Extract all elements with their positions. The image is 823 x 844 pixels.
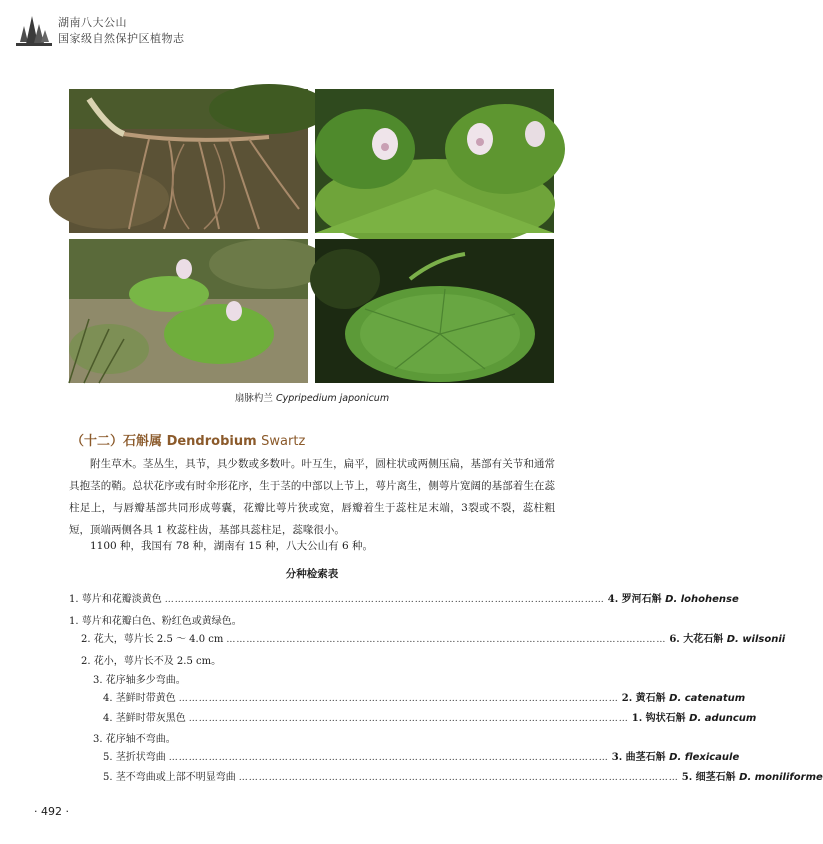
- header-title-line1: 湖南八大公山: [58, 16, 127, 29]
- leaves-dark-photo: [315, 239, 554, 383]
- key-leader-dots: ……………………………………………………………………………………………………………………: [226, 635, 667, 645]
- key-row-3a: 3. 花序轴多少弯曲。: [93, 675, 186, 686]
- key-result: 6. 大花石斛 D. wilsonii: [669, 634, 786, 645]
- key-couplet-text: 1. 萼片和花瓣淡黄色: [69, 594, 162, 605]
- species-key-title: 分种检索表: [285, 568, 339, 580]
- genus-latin-name: Dendrobium: [166, 434, 257, 449]
- forest-logo-icon: [14, 12, 54, 50]
- key-leader-dots: ……………………………………………………………………………………………………………………: [168, 753, 609, 763]
- key-row-5b: [103, 768, 823, 788]
- flowers-closeup-photo: [315, 89, 554, 233]
- photo-caption: [0, 390, 624, 404]
- key-row-4a: [103, 689, 746, 709]
- header-title-line2: 国家级自然保护区植物志: [58, 32, 185, 45]
- roots-photo: [69, 89, 308, 233]
- key-result: 3. 曲茎石斛 D. flexicaule: [611, 752, 740, 763]
- key-row-4b: [103, 709, 757, 729]
- key-row-2a: [81, 630, 786, 650]
- page-number: · 492 ·: [34, 805, 69, 818]
- key-row-3b: 3. 花序轴不弯曲。: [93, 734, 176, 745]
- key-result: 1. 钩状石斛 D. aduncum: [631, 713, 757, 724]
- plants-grass-photo: [69, 239, 308, 383]
- key-couplet-text: 2. 花大，萼片长 2.5 ～ 4.0 cm: [81, 634, 224, 645]
- key-row-1a: [69, 590, 739, 610]
- genus-heading: [71, 430, 305, 449]
- key-result: 4. 罗河石斛 D. lohohense: [607, 594, 739, 605]
- genus-number: （十二）: [71, 434, 124, 449]
- key-row-1b: 1. 萼片和花瓣白色、粉红色或黄绿色。: [69, 616, 242, 627]
- caption-chinese: 扇脉杓兰: [234, 393, 273, 404]
- genus-author: Swartz: [261, 434, 306, 449]
- key-leader-dots: ……………………………………………………………………………………………………………………: [238, 773, 679, 783]
- caption-latin: Cypripedium japonicum: [275, 393, 390, 404]
- key-couplet-text: 5. 茎不弯曲或上部不明显弯曲: [103, 772, 236, 783]
- genus-chinese-name: 石斛属: [123, 434, 163, 449]
- key-leader-dots: ……………………………………………………………………………………………………………………: [188, 714, 629, 724]
- running-header: [14, 12, 234, 52]
- key-row-5a: [103, 748, 740, 768]
- key-couplet-text: 4. 茎鲜时带黄色: [103, 693, 176, 704]
- key-row-2b: 2. 花小，萼片长不及 2.5 cm。: [81, 656, 222, 667]
- genus-distribution: 1100 种，我国有 78 种，湖南有 15 种，八大公山有 6 种。: [90, 540, 373, 552]
- key-leader-dots: ……………………………………………………………………………………………………………………: [178, 694, 619, 704]
- key-result: 2. 黄石斛 D. catenatum: [621, 693, 746, 704]
- key-result: 5. 细茎石斛 D. moniliforme: [681, 772, 823, 783]
- key-couplet-text: 4. 茎鲜时带灰黑色: [103, 713, 186, 724]
- key-couplet-text: 5. 茎折状弯曲: [103, 752, 166, 763]
- genus-description: 附生草木。茎丛生，具节，具少数或多数叶。叶互生，扁平，圆柱状或两侧压扁，基部有关节和通常具抱茎的鞘。总状花序或有时伞形花序，生于茎的中部以上节上，萼片离生，侧萼片宽阔的基部着生在蕊柱足上，与唇瓣基部共同形成萼囊，花瓣比萼片狭或宽，唇瓣着生于蕊柱足末端，3裂或不裂，蕊柱粗短，顶端两侧各具 1 枚蕊柱齿，基部具蕊柱足，蕊喙很小。: [69, 458, 555, 536]
- key-leader-dots: ……………………………………………………………………………………………………………………: [164, 595, 605, 605]
